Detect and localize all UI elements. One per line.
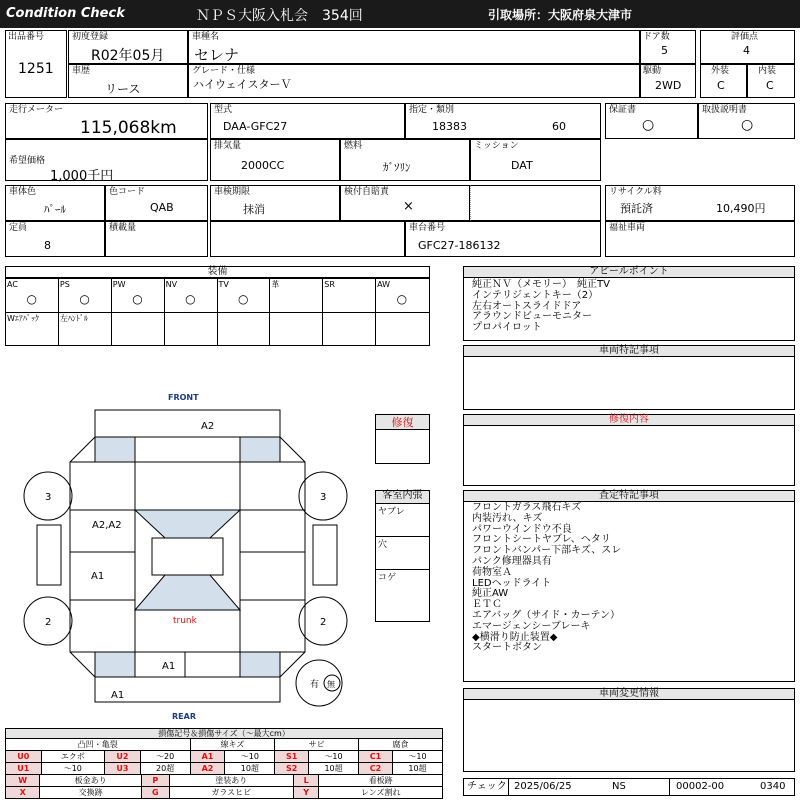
legend-cell: P xyxy=(141,775,169,787)
mark-bottom-left: A1 xyxy=(111,690,125,701)
check-code: 00002-00 xyxy=(676,781,725,792)
legend-cell: 交換跡 xyxy=(40,787,142,799)
car-diagram xyxy=(0,380,372,725)
welfare-label: 福祉車両 xyxy=(609,223,646,233)
price: 1,000千円 xyxy=(50,169,114,184)
chassis-label: 車台番号 xyxy=(409,223,446,233)
cabin-title: 客室内張 xyxy=(376,491,429,504)
first-reg-label: 初度登録 xyxy=(72,32,109,42)
cabin-row-1 xyxy=(376,504,429,537)
legend-h2: 線キズ xyxy=(190,739,275,751)
mark-left-mid: A2,A2 xyxy=(92,520,122,531)
fuel: ｶﾞｿﾘﾝ xyxy=(383,161,411,174)
equipment-cell xyxy=(112,278,165,312)
legend-cell: 20超 xyxy=(140,763,190,775)
grade-cell xyxy=(188,64,640,98)
load-cell xyxy=(105,221,208,257)
liability-cell xyxy=(340,185,470,221)
history-cell xyxy=(68,64,188,98)
mission-label: ミッション xyxy=(474,141,519,151)
equipment-cell xyxy=(270,312,323,346)
tire-rr: 2 xyxy=(320,617,327,628)
check-num: 0340 xyxy=(760,781,786,792)
body-color: ﾊﾟｰﾙ xyxy=(44,203,66,216)
exterior-label: 外装 xyxy=(711,66,730,76)
mileage-cell xyxy=(5,103,208,139)
equipment-key: AC xyxy=(7,280,18,289)
cabin-item-3: コゲ xyxy=(378,573,397,583)
check-by: NS xyxy=(612,781,626,792)
legend-table xyxy=(5,738,443,775)
tire-fl: 3 xyxy=(45,492,52,503)
check-label: チェック xyxy=(467,781,507,792)
liability-blank-cell xyxy=(470,185,601,221)
equipment-cell xyxy=(323,312,376,346)
liability-label: 検付自賠責 xyxy=(344,187,390,197)
inspection-label: 車検期限 xyxy=(214,187,251,197)
manual: ○ xyxy=(741,117,754,133)
fuel-label: 燃料 xyxy=(344,141,363,151)
equipment-cell xyxy=(112,312,165,346)
inspect-text: フロントガラス飛石キズ 内装汚れ、キズ パワーウインドウ不良 フロントシートヤブレ、ヘタリ フロントバンパー下部キズ、スレ パンク修理器具有 荷物室Ａ LEDヘッドライト 純正AW ＥＴＣ エアバッグ（サイド・カーテン） エマージェンシーブレーキ ◆横滑り防止装置◆ スタートボタン xyxy=(472,502,622,654)
history: リース xyxy=(105,82,141,96)
equipment-key: 革 xyxy=(271,280,280,289)
legend-cell: 板金あり xyxy=(40,775,142,787)
designation: 18383 xyxy=(432,120,467,133)
repair-detail-title: 修復内容 xyxy=(464,415,794,426)
legend-cell: C2 xyxy=(359,763,393,775)
equipment-value: ○ xyxy=(132,292,143,306)
capacity-label: 定員 xyxy=(9,223,28,233)
equipment-key: AW xyxy=(377,280,391,289)
mileage: 115,068km xyxy=(80,118,177,138)
equipment-cell xyxy=(165,278,218,312)
header-bar xyxy=(0,0,800,28)
legend-cell: 10超 xyxy=(309,763,359,775)
drive-cell xyxy=(640,64,696,98)
recycle-label: リサイクル料 xyxy=(609,187,662,197)
equipment-title: 装備 xyxy=(6,267,429,278)
check-row xyxy=(463,778,795,796)
equipment-value: ○ xyxy=(79,292,90,306)
liability: × xyxy=(403,199,414,214)
grade-label: グレード・仕様 xyxy=(192,66,256,76)
spare-label: 有 xyxy=(310,680,320,690)
capacity: 8 xyxy=(44,239,51,252)
displacement-cell xyxy=(210,139,340,181)
header-left: Condition Check xyxy=(6,6,125,21)
legend-cell: エクボ xyxy=(41,751,105,763)
tire-rl: 2 xyxy=(45,617,52,628)
legend-cell: 〜10 xyxy=(41,763,105,775)
drive-label: 駆動 xyxy=(643,66,662,76)
warranty: ○ xyxy=(642,117,655,133)
special-title: 車両特記事項 xyxy=(464,346,794,357)
rear-label: REAR xyxy=(172,712,196,721)
legend-cell: U2 xyxy=(105,751,141,763)
legend-cell: 〜10 xyxy=(309,751,359,763)
inspect-title: 査定特記事項 xyxy=(464,491,794,502)
model-cell xyxy=(210,103,405,139)
equipment-value: ○ xyxy=(26,292,37,306)
legend-cell: L xyxy=(293,775,319,787)
equipment-cell xyxy=(376,312,429,346)
welfare-cell xyxy=(605,221,795,257)
legend-cell: 10超 xyxy=(393,763,443,775)
exterior: C xyxy=(717,79,725,92)
legend-row-2 xyxy=(6,763,443,775)
mission: DAT xyxy=(511,159,533,172)
repair-title: 修復 xyxy=(376,415,429,430)
equipment-key: 左ﾊﾝﾄﾞﾙ xyxy=(59,314,88,323)
legend-cell: S1 xyxy=(275,751,309,763)
legend-h3: サビ xyxy=(275,739,359,751)
doors-cell xyxy=(640,30,696,64)
legend-cell: U3 xyxy=(105,763,141,775)
chassis-cell xyxy=(405,221,601,257)
legend-cell: S2 xyxy=(275,763,309,775)
load-label: 積載量 xyxy=(109,223,137,233)
legend-cell: A2 xyxy=(190,763,225,775)
equipment-cell xyxy=(218,312,271,346)
legend-cell: 〜10 xyxy=(393,751,443,763)
legend-cell: 〜10 xyxy=(225,751,275,763)
color-code-label: 色コード xyxy=(109,187,146,197)
body-color-cell xyxy=(5,185,105,221)
price-label: 希望価格 xyxy=(9,156,46,166)
appeal-title: アピールポイント xyxy=(464,267,794,278)
equipment-key: SR xyxy=(324,280,335,289)
equipment-key: PW xyxy=(112,280,126,289)
legend-row-4 xyxy=(6,787,443,799)
legend-h1: 凸凹・亀裂 xyxy=(6,739,191,751)
equipment-table xyxy=(5,266,430,346)
equipment-value: ○ xyxy=(185,292,196,306)
interior: C xyxy=(766,79,774,92)
grade: ハイウェイスターＶ xyxy=(193,78,292,91)
equipment-cell xyxy=(59,278,112,312)
drive: 2WD xyxy=(655,79,682,92)
equipment-cell xyxy=(6,278,59,312)
equipment-value: ○ xyxy=(237,292,249,306)
mark-left-low: A1 xyxy=(91,571,105,582)
recycle-status: 預託済 xyxy=(620,202,653,215)
car-name-cell xyxy=(188,30,640,64)
legend-cell: 10超 xyxy=(225,763,275,775)
equipment-key: Wｴｱﾊﾞｯｸ xyxy=(7,314,39,323)
legend-cell: U1 xyxy=(6,763,42,775)
displacement: 2000CC xyxy=(241,159,285,172)
equipment-cell xyxy=(270,278,323,312)
change-title: 車両変更情報 xyxy=(464,689,794,700)
appeal-text: 純正ＮＶ（メモリー） 純正TV インテリジェントキー（2） 左右オートスライドドア アラウンドビューモニター プロパイロット xyxy=(472,279,610,334)
cabin-item-1: ヤブレ xyxy=(378,507,405,517)
legend-row-1 xyxy=(6,751,443,763)
legend-cell: Y xyxy=(293,787,319,799)
body-color-label: 車体色 xyxy=(9,187,37,197)
header-right: 引取場所：大阪府泉大津市 xyxy=(488,8,633,22)
car-name-label: 車種名 xyxy=(192,32,220,42)
legend-cell: レンズ割れ xyxy=(319,787,443,799)
inspect-box xyxy=(463,490,795,682)
designation-cell xyxy=(405,103,601,139)
cabin-item-2: 穴 xyxy=(378,540,388,550)
legend-row-3 xyxy=(6,775,443,787)
warranty-label: 保証書 xyxy=(609,105,637,115)
equipment-key: PS xyxy=(59,280,70,289)
legend-title: 損傷記号＆損傷サイズ（〜最大cm） xyxy=(5,728,443,739)
displacement-label: 排気量 xyxy=(214,141,242,151)
first-reg-cell xyxy=(68,30,188,64)
price-cell xyxy=(5,139,208,184)
legend-box xyxy=(5,728,443,796)
mark-bottom-mid: A1 xyxy=(162,661,176,672)
color-code: QAB xyxy=(150,201,174,214)
interior-label: 内装 xyxy=(758,66,777,76)
change-box xyxy=(463,688,795,772)
trunk-label: trunk xyxy=(173,616,197,626)
warranty-cell xyxy=(605,103,698,139)
category: 60 xyxy=(552,120,566,133)
legend-h4: 腐食 xyxy=(359,739,443,751)
score-label: 評価点 xyxy=(731,32,759,42)
cabin-box xyxy=(375,490,430,622)
repair-detail-box xyxy=(463,414,795,486)
appeal-box xyxy=(463,266,795,341)
recycle-cell xyxy=(605,185,795,221)
inspection: 抹消 xyxy=(243,203,265,216)
history-label: 車歴 xyxy=(72,66,91,76)
front-label: FRONT xyxy=(168,393,199,402)
manual-label: 取扱説明書 xyxy=(702,105,748,115)
color-code-cell xyxy=(105,185,208,221)
legend-cell: C1 xyxy=(359,751,393,763)
legend-table-2 xyxy=(5,774,443,799)
legend-cell: ガラスヒビ xyxy=(169,787,293,799)
designation-label: 指定・類別 xyxy=(409,105,455,115)
legend-cell: W xyxy=(6,775,40,787)
spare-icon: 無 xyxy=(327,680,335,689)
legend-cell: 看板跡 xyxy=(319,775,443,787)
score: 4 xyxy=(743,44,750,57)
equipment-value: ○ xyxy=(396,292,408,306)
manual-cell xyxy=(698,103,795,139)
mark-top: A2 xyxy=(201,421,215,432)
blank-cell xyxy=(210,221,405,257)
legend-cell: U0 xyxy=(6,751,42,763)
model-label: 型式 xyxy=(214,105,233,115)
special-box xyxy=(463,345,795,410)
score-cell xyxy=(700,30,795,64)
mileage-label: 走行メーター xyxy=(9,105,64,115)
chassis: GFC27-186132 xyxy=(418,239,501,252)
equipment-cell xyxy=(323,278,376,312)
equipment-key: NV xyxy=(165,280,178,289)
exterior-cell xyxy=(700,64,747,98)
cabin-row-3 xyxy=(376,570,429,603)
legend-cell: G xyxy=(141,787,169,799)
interior-cell xyxy=(747,64,795,98)
equipment-cell xyxy=(59,312,112,346)
doors: 5 xyxy=(661,44,668,57)
fuel-cell xyxy=(340,139,470,181)
model: DAA-GFC27 xyxy=(223,120,288,133)
equipment-cell xyxy=(376,278,429,312)
lot-no-label: 出品番号 xyxy=(8,32,45,42)
tire-fr: 3 xyxy=(320,492,327,503)
check-date: 2025/06/25 xyxy=(514,781,572,792)
recycle-fee: 10,490円 xyxy=(716,202,766,215)
header-center: ＮＰＳ大阪入札会 354回 xyxy=(196,8,363,24)
equipment-cell xyxy=(165,312,218,346)
mission-cell xyxy=(470,139,601,181)
equipment-cell xyxy=(218,278,271,312)
repair-box xyxy=(375,414,430,464)
doors-label: ドア数 xyxy=(643,32,670,42)
equipment-key: TV xyxy=(218,280,229,289)
legend-cell: 塗装あり xyxy=(169,775,293,787)
legend-cell: A1 xyxy=(190,751,225,763)
legend-cell: 〜20 xyxy=(140,751,190,763)
cabin-row-2 xyxy=(376,537,429,570)
equipment-cell xyxy=(6,312,59,346)
capacity-cell xyxy=(5,221,105,257)
first-reg: R02年05月 xyxy=(91,48,165,64)
inspection-cell xyxy=(210,185,340,221)
lot-no-cell xyxy=(5,30,67,98)
car-name: セレナ xyxy=(194,46,240,64)
lot-no: 1251 xyxy=(18,61,54,77)
legend-cell: X xyxy=(6,787,40,799)
